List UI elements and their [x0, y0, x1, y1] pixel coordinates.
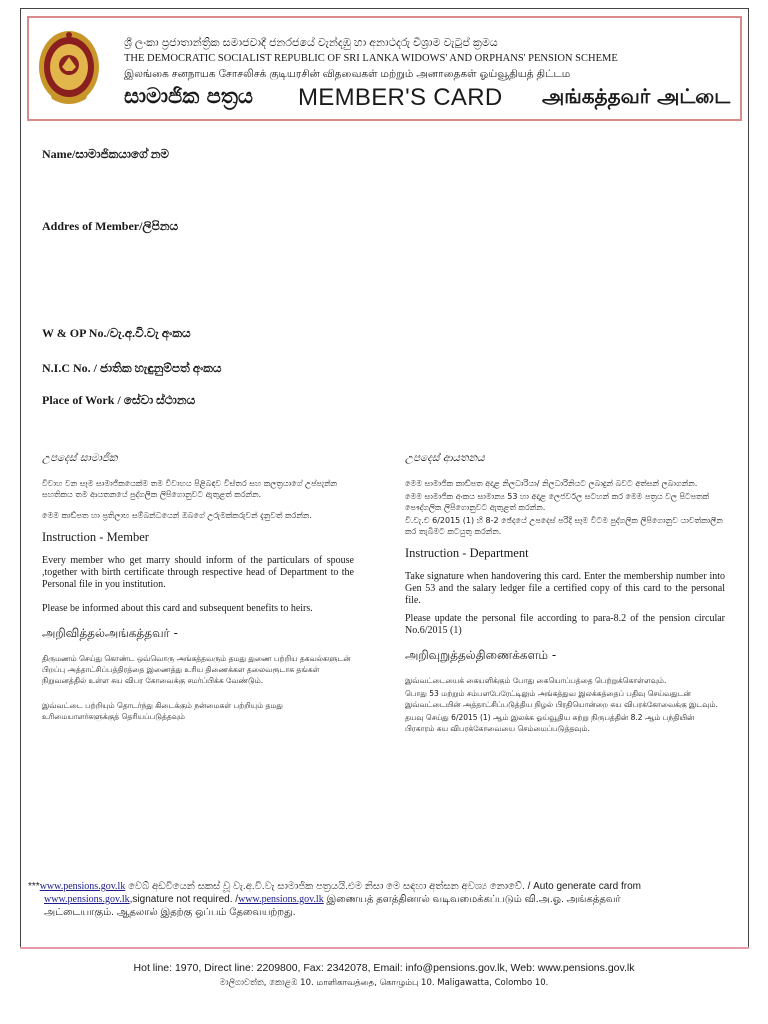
- footnote-stars: ***: [28, 881, 40, 892]
- pensions-website-link-3[interactable]: www.pensions.gov.lk: [238, 894, 324, 905]
- field-nic-number-label: N.I.C No. / ජාතික හැඳුනුම්පත් අංකය: [42, 361, 222, 375]
- pensions-website-link[interactable]: www.pensions.gov.lk: [39, 881, 126, 892]
- card-title-tamil: அங்கத்தவர் அட்டை: [542, 84, 731, 108]
- department-instructions: [405, 452, 725, 748]
- card-title-english: MEMBER'S CARD: [298, 84, 503, 111]
- department-heading-tamil: அறிவுறுத்தல்திணைக்களம் -: [405, 648, 557, 662]
- department-heading-sinhala: උපදෙස් ආයතනය: [405, 452, 485, 464]
- member-sinhala-para-2: මෙම කාඩ්පත හා ප්‍රතිලාභ සම්බන්ධයෙන් ඔබගේ උරුමක්කරුවන් දැනුවත් කරන්න.: [42, 511, 312, 520]
- header-line-english: THE DEMOCRATIC SOCIALIST REPUBLIC OF SRI LANKA WIDOWS' AND ORPHANS' PENSION SCHEME: [124, 53, 618, 64]
- member-instructions: [42, 452, 354, 736]
- footnote-text-3: இணையத் தளத்தினால் வடிவமைக்கப்படும் வி.அ.ஓ. அங்கத்தவர்: [323, 894, 621, 905]
- field-wop-number-label: W & OP No./වැ.අ.වි.වැ අංකය: [42, 326, 191, 340]
- pensions-website-link-2[interactable]: www.pensions.gov.lk: [44, 894, 130, 905]
- auto-generated-note: [28, 880, 728, 919]
- member-english-para-2: Please be informed about this card and subsequent benefits to heirs.: [42, 603, 313, 614]
- member-tamil-para-2: இவ்வட்டை பற்றியும் தொடர்ந்து கிடைக்கும் நன்மைகள் பற்றியும் தமது உரிமையாளர்களுக்குத் தெரியப்படுத்தவும்: [42, 701, 283, 721]
- department-sinhala-para-2: මෙම සාමාජික අංකය සාමාන්‍ය 53 හා අදාළ ලෙජර්වල සටහන් කර මෙම පත්‍රය වල පිටපතක් පෞද්ගලික ලිපිගොනුවට ඇතුළත් කරන්න.: [405, 492, 710, 512]
- member-heading-english: Instruction - Member: [42, 530, 149, 544]
- card-title-row: [124, 84, 734, 114]
- footnote-text-4: அட்டையாகும். ஆதலால் இதற்கு ஒப்பம் தேவையற்றது.: [44, 907, 296, 918]
- footer-divider: [20, 947, 749, 949]
- department-tamil-para-1: இவ்வட்டையைக் கையளிக்கும் போது கையொப்பத்தை பெற்றுக்கொள்ளவும்.: [405, 676, 667, 685]
- footer-contact-line: Hot line: 1970, Direct line: 2209800, Fax: 2342078, Email: info@pensions.gov.lk, Web: www.pensions.gov.lk: [133, 962, 635, 974]
- department-sinhala-para-3: වි.වැ.ච 6/2015 (1) හි 8-2 ඡේදයේ උපදෙස් පරිදි සෑම විටම පුද්ගලික ලිපිගොනුව යාවත්කාලීන කර තැබීමට කටයුතු කරන්න.: [405, 516, 723, 536]
- member-english-para-1: Every member who get marry should inform of the particulars of spouse ,together with birth certificate through respective head of Department to the Personal file in you institution.: [42, 555, 354, 590]
- department-heading-english: Instruction - Department: [405, 546, 529, 560]
- member-heading-sinhala: උපදෙස් සාමාජික: [42, 452, 118, 464]
- field-address-label: Addres of Member/ලිපිනය: [42, 219, 179, 233]
- member-tamil-para-1: திருமணம் செய்து கொண்ட ஒவ்வொரு அங்கத்தவரும் தமது துணை பற்றிய தகவல்களுடன் பிறப்பு அத்தாட்சிப்பத்திரத்தை இணைத்து உரிய திணைக்கள தலைவரூடாக தங்கள் நிறுவனத்தில் உள்ள சுய விபர கோவைக்கு சமர்ப்பிக்க வேண்டும்.: [42, 654, 351, 685]
- field-name-label: Name/සාමාජිකයාගේ නම: [42, 147, 170, 161]
- department-english-para-2: Please update the personal file according to para-8.2 of the pension circular No.6/2015 (1): [405, 613, 725, 636]
- footer-address-line: මාලිගාවත්ත, කොළඹ 10. மாளிகாவத்தை, கொழும்பு 10. Maligawatta, Colombo 10.: [219, 978, 549, 988]
- card-title-sinhala: සාමාජික පත්‍රය: [124, 84, 253, 108]
- department-tamil-para-2: பொது 53 மற்றும் சம்பளபேரேட்டிலும் அங்கத்துவ இலக்கத்தைப் பதிவு செய்வதுடன் இவ்வட்டையின் அத்தாட்சிப்படுத்திய நிழல் பிரதியொன்றை சுய விபரக்கோவைக்கு இடவும்.: [405, 689, 718, 709]
- footnote-text-1: වෙබ් අඩවියෙන් සකස් වූ වැ.අ.වි.වැ සාමාජික පත්‍රයයි.එම නිසා මෙ සඳහා අත්සන අවශ්‍ය නොවේ. / Auto generate card from: [125, 881, 641, 892]
- member-sinhala-para-1: විවාහ වන සෑම සාමාජිකයෙක්ම තම විවාහය පිළිබඳව විස්තර සහ කලත්‍රයාගේ උප්පැන්න සහතිකය තම ආයතනයේ පුද්ගලික ලිපිගොනුවට ඇතුළත් කරන්න.: [42, 479, 338, 499]
- field-place-of-work-label: Place of Work / සේවා ස්ථානය: [42, 393, 196, 407]
- national-emblem-icon: [36, 27, 102, 107]
- department-sinhala-para-1: මෙම සාමාජික කාඩ්පත අදාළ නිලධාරියා/ නිලධාරිනියට ලබාදුන් බවට අත්සන් ලබාගන්න.: [405, 479, 698, 488]
- header-line-tamil: இலங்கை சனநாயக சோசலிசக் குடியரசின் விதவைகள் மற்றும் அனாதைகள் ஓய்வூதியத் திட்டம: [124, 68, 571, 80]
- department-tamil-para-3: தயவு செய்து 6/2015 (1) ஆம் இலக்க ஓய்வூதிய சுற்று நிருபத்தின் 8.2 ஆம் பந்தியின் பிரகாரம் சுய விபரக்கோவையை செம்மைப்படுத்தவும்.: [405, 713, 695, 733]
- member-heading-tamil: அறிவித்தல்அங்கத்தவர் -: [42, 626, 178, 640]
- header-line-sinhala: ශ්‍රී ලංකා ප්‍රජාතාන්ත්‍රික සමාජවාදී ජනරජයේ වැන්දඹු හා අනාථදරු විශ්‍රාම වැටුප් ක්‍රමය: [124, 37, 498, 49]
- department-english-para-1: Take signature when handovering this card. Enter the membership number into Gen 53 and the salary ledger file a certified copy of this card to the personal file.: [405, 571, 725, 606]
- footnote-text-2: ,signature not required. /: [129, 894, 239, 905]
